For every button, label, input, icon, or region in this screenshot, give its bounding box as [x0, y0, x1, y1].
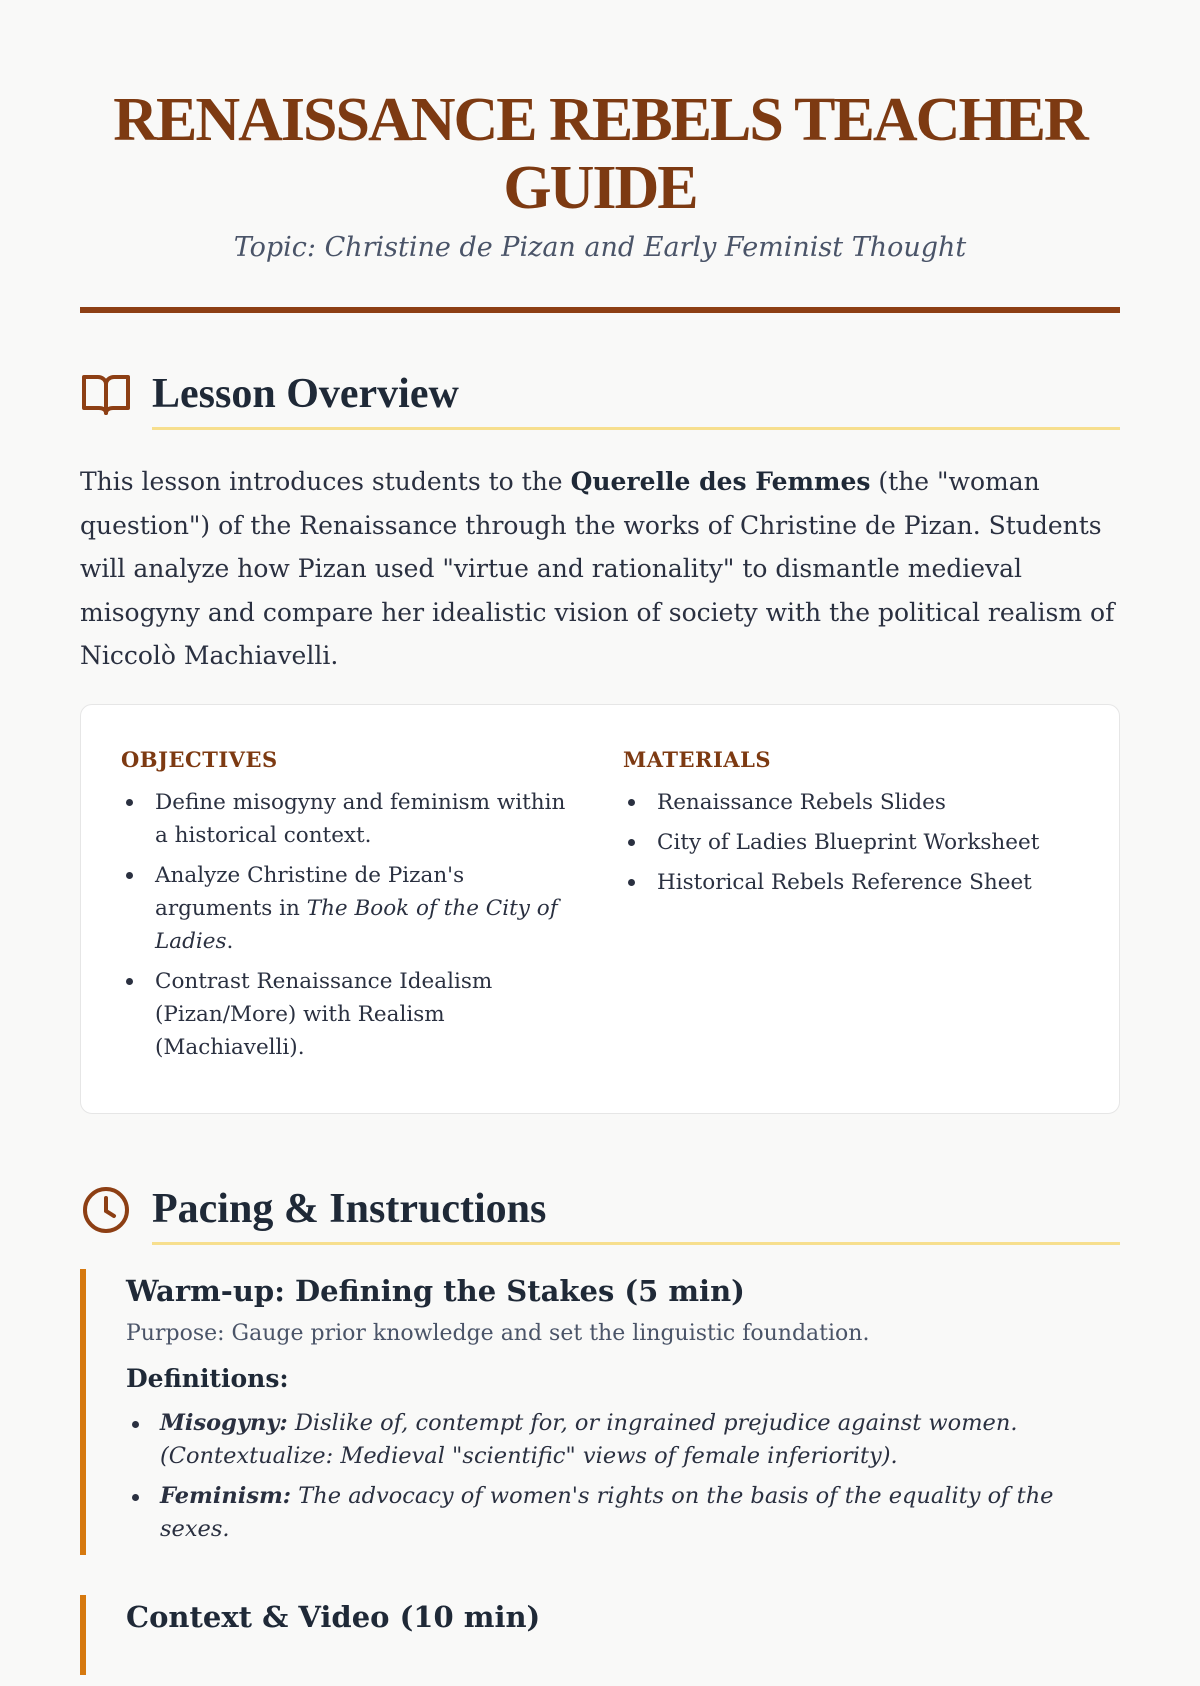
list-item: Feminism: The advocacy of women's rights on the basis of the equality of the sexes.: [126, 1480, 1120, 1546]
context-video-step: [80, 1595, 1120, 1675]
overview-paragraph: This lesson introduces students to the Querelle des Femmes (the "woman question") of the Renaissance through the works of Christine de Pizan. Students will analyze how Pizan used "virtue and rationality" to dismantle medieval misogyny and compare her idealistic vision of society with the political realism of Niccolò Machiavelli.: [80, 467, 1115, 670]
definitions-label: Definitions:: [126, 1363, 289, 1393]
book-title: The Book of the City of Ladies: [155, 895, 558, 954]
lesson-overview-header: [80, 369, 1120, 430]
querelle-term: Querelle des Femmes: [570, 467, 871, 496]
list-item: Contrast Renaissance Idealism (Pizan/More) with Realism (Machiavelli).: [121, 965, 577, 1064]
section-title-pacing: Pacing & Instructions: [152, 1185, 547, 1232]
page-subtitle: Topic: Christine de Pizan and Early Feminist Thought: [233, 232, 967, 263]
objectives-label: OBJECTIVES: [121, 746, 278, 772]
objectives-list: [121, 786, 577, 1064]
warmup-purpose: Purpose: Gauge prior knowledge and set the linguistic foundation.: [126, 1320, 870, 1346]
list-item: Historical Rebels Reference Sheet: [623, 866, 1079, 899]
book-icon: [80, 369, 132, 421]
list-item: City of Ladies Blueprint Worksheet: [623, 826, 1079, 859]
objectives-materials-card: [80, 704, 1120, 1114]
objectives-column: [121, 747, 577, 1083]
page-title: RENAISSANCE REBELS TEACHER GUIDE: [113, 86, 1087, 222]
warmup-title: Warm-up: Defining the Stakes (5 min): [126, 1273, 745, 1308]
clock-icon: [80, 1184, 132, 1236]
list-item: Define misogyny and feminism within a historical context.: [121, 786, 577, 852]
materials-list: [623, 786, 1079, 899]
title-divider: [80, 307, 1120, 313]
materials-column: [577, 747, 1079, 1083]
materials-label: MATERIALS: [623, 746, 772, 772]
warmup-step: [80, 1269, 1120, 1555]
context-video-title: Context & Video (10 min): [126, 1599, 541, 1634]
list-item: Renaissance Rebels Slides: [623, 786, 1079, 819]
list-item: Misogyny: Dislike of, contempt for, or ingrained prejudice against women. (Contextualize: Medieval "scientific" views of female inferiority).: [126, 1407, 1120, 1473]
pacing-header: [80, 1184, 1120, 1245]
definitions-list: [126, 1407, 1120, 1555]
teacher-guide-page: [0, 86, 1200, 1686]
section-title-overview: Lesson Overview: [152, 371, 459, 417]
list-item: Analyze Christine de Pizan's arguments in The Book of the City of Ladies.: [121, 859, 577, 958]
